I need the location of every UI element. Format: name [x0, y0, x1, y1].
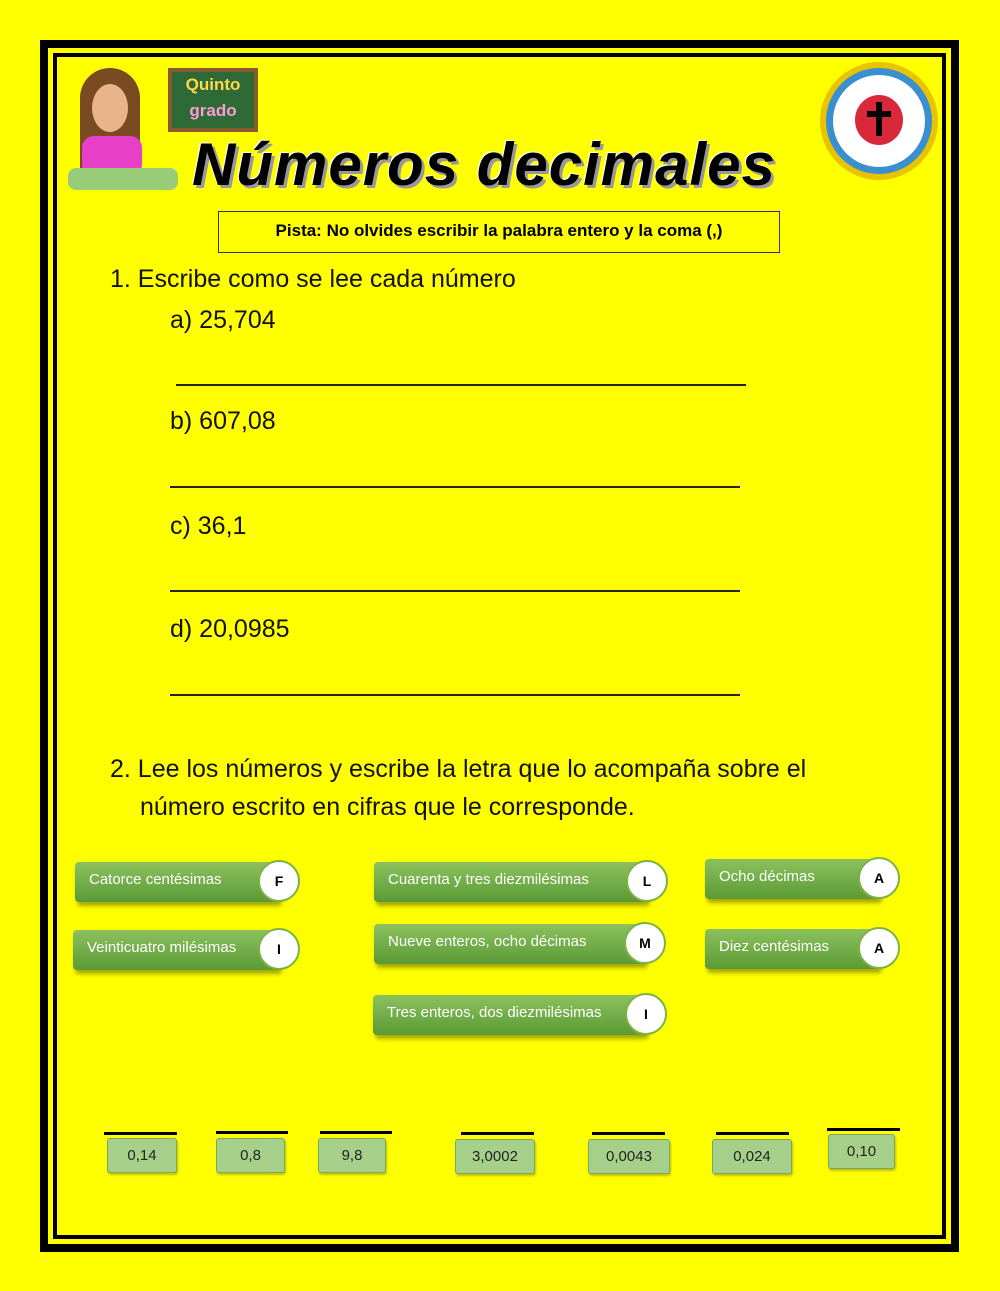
letter-badge: A: [858, 857, 900, 899]
letter-badge: I: [625, 993, 667, 1035]
number-box: 0,14: [107, 1138, 177, 1173]
answer-blank[interactable]: [461, 1132, 534, 1135]
item-c: c) 36,1: [170, 512, 247, 540]
letter-badge: F: [258, 860, 300, 902]
number-box: 0,024: [712, 1139, 792, 1174]
card: Cuarenta y tres diezmilésimas L: [374, 862, 648, 902]
number-box: 0,0043: [588, 1139, 670, 1174]
answer-line-d[interactable]: [170, 694, 740, 696]
luther-rose-logo: [820, 62, 938, 180]
card: Veinticuatro milésimas I: [73, 930, 280, 970]
question-2-prompt-1: 2. Lee los números y escribe la letra que lo acompaña sobre el: [110, 755, 807, 783]
question-1-prompt: 1. Escribe como se lee cada número: [110, 265, 516, 293]
number-box: 9,8: [318, 1138, 386, 1173]
letter-badge: L: [626, 860, 668, 902]
letter-badge: I: [258, 928, 300, 970]
page-title: Números decimales: [192, 131, 776, 198]
number-box: 0,10: [828, 1134, 895, 1169]
hint-box: Pista: No olvides escribir la palabra entero y la coma (,): [218, 211, 780, 253]
answer-blank[interactable]: [104, 1132, 177, 1135]
question-2-prompt-2: número escrito en cifras que le corresponde.: [140, 793, 635, 821]
number-box: 0,8: [216, 1138, 285, 1173]
card: Nueve enteros, ocho décimas M: [374, 924, 646, 964]
quinto-grado-badge: Quinto grado: [168, 68, 258, 132]
answer-blank[interactable]: [716, 1132, 789, 1135]
item-d: d) 20,0985: [170, 615, 290, 643]
answer-line-b[interactable]: [170, 486, 740, 488]
answer-blank[interactable]: [827, 1128, 900, 1131]
card: Ocho décimas A: [705, 859, 880, 899]
answer-blank[interactable]: [592, 1132, 665, 1135]
answer-blank[interactable]: [320, 1131, 392, 1134]
item-a: a) 25,704: [170, 306, 276, 334]
teacher-illustration: [68, 62, 178, 190]
card: Tres enteros, dos diezmilésimas I: [373, 995, 647, 1035]
card: Diez centésimas A: [705, 929, 880, 969]
answer-line-a[interactable]: [176, 384, 746, 386]
item-b: b) 607,08: [170, 407, 276, 435]
letter-badge: A: [858, 927, 900, 969]
letter-badge: M: [624, 922, 666, 964]
number-box: 3,0002: [455, 1139, 535, 1174]
card: Catorce centésimas F: [75, 862, 280, 902]
answer-blank[interactable]: [216, 1131, 288, 1134]
answer-line-c[interactable]: [170, 590, 740, 592]
